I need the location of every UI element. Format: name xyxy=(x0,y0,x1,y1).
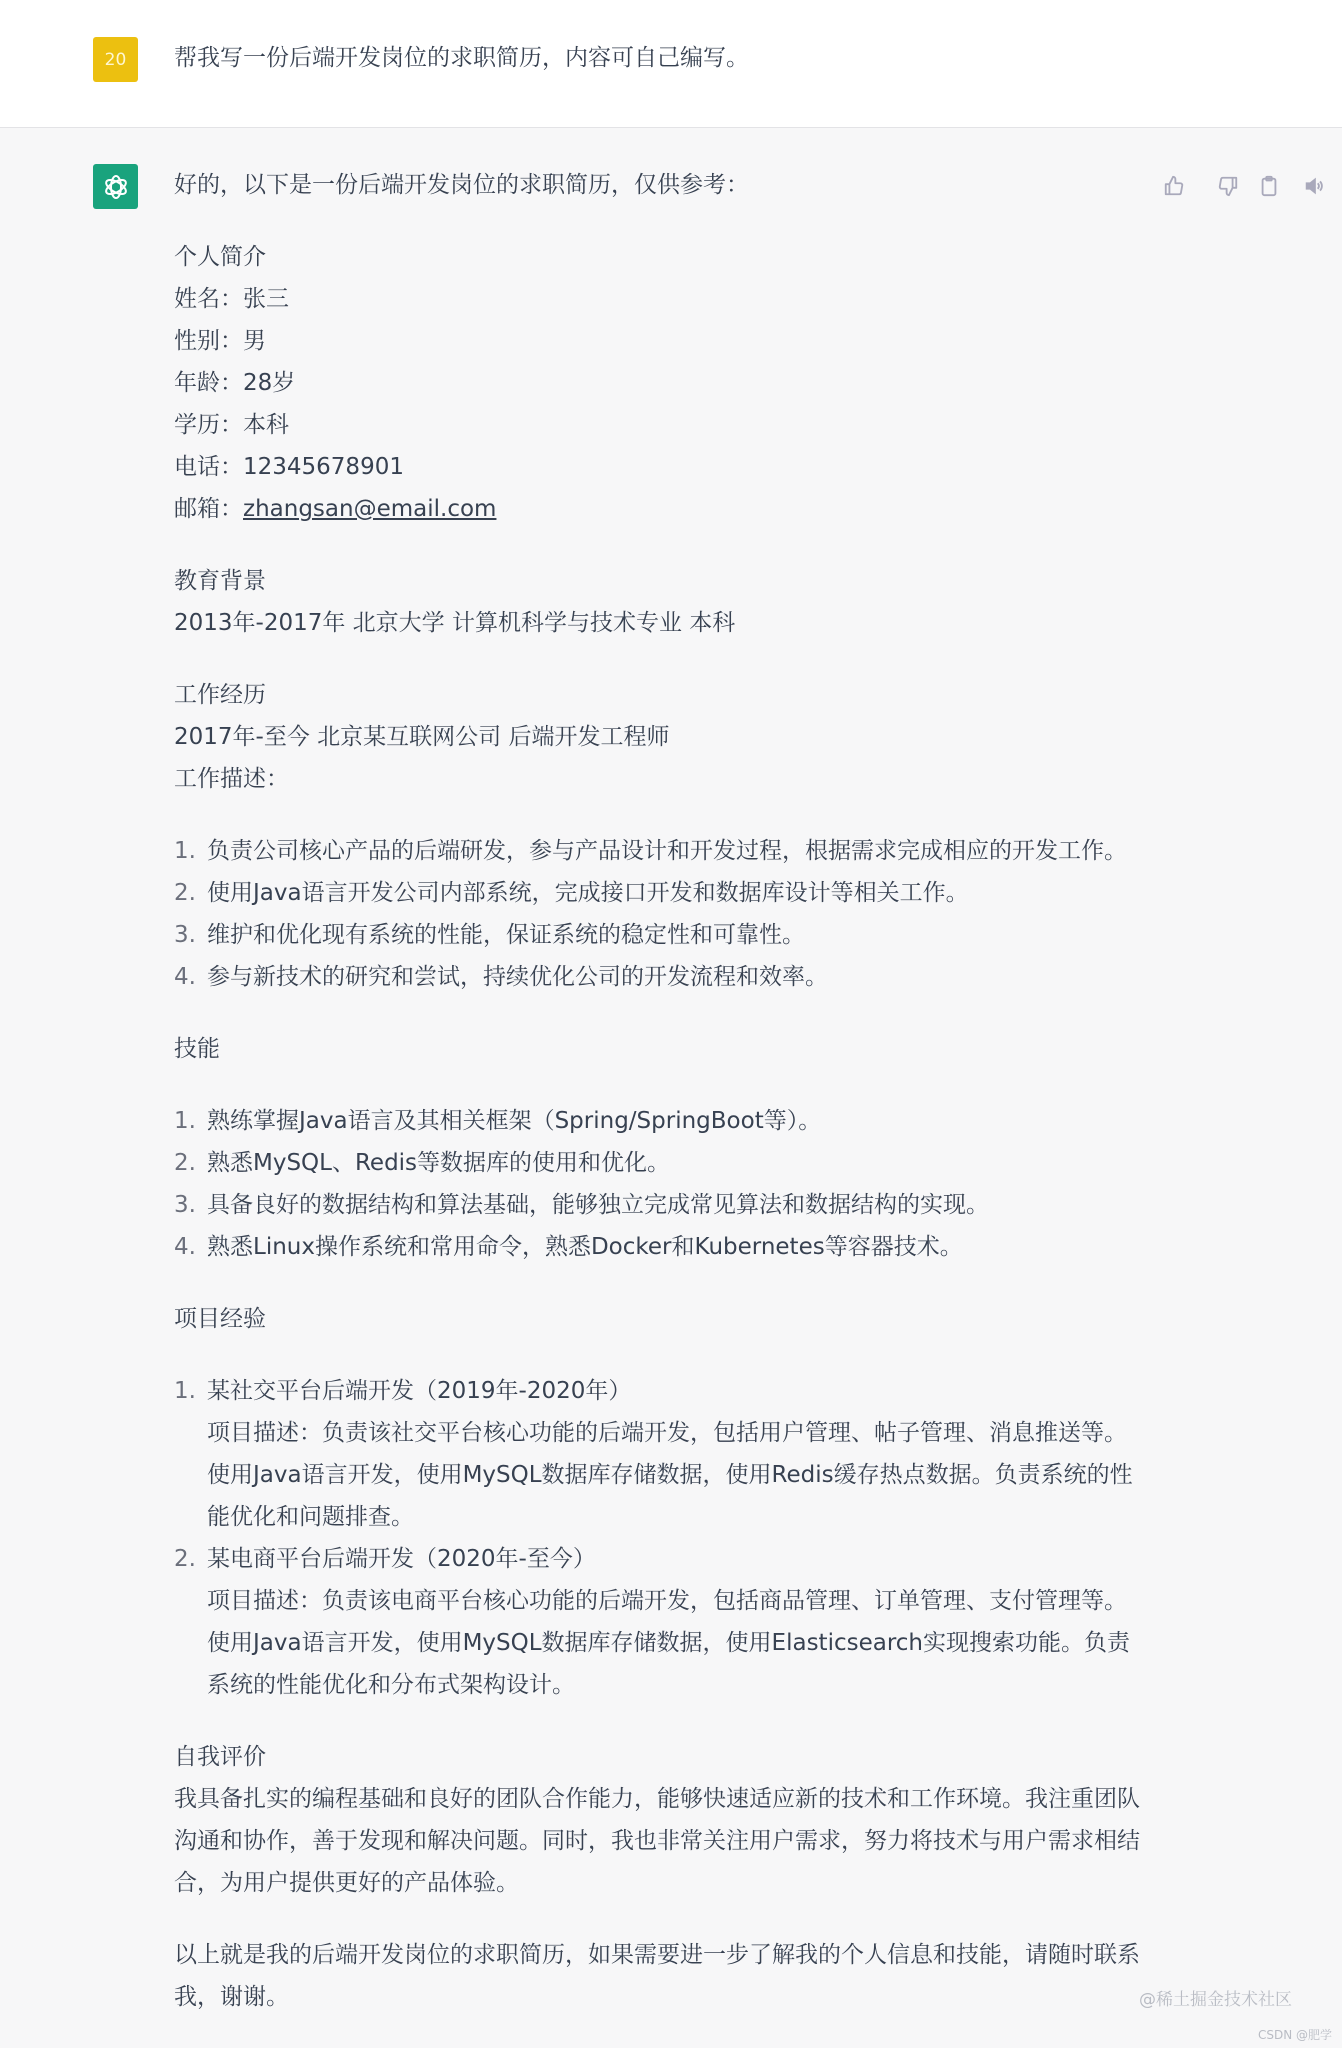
profile-line: 电话：12345678901 xyxy=(174,454,404,480)
section-heading: 自我评价 xyxy=(174,1744,266,1770)
openai-logo-icon xyxy=(100,171,132,203)
assistant-message xyxy=(174,164,1149,2018)
email-link[interactable]: zhangsan@email.com xyxy=(243,496,497,522)
work-section xyxy=(174,674,1149,998)
section-heading: 工作经历 xyxy=(174,682,266,708)
education-line: 2013年-2017年 北京大学 计算机科学与技术专业 本科 xyxy=(174,610,736,636)
list-item: 4. 熟悉Linux操作系统和常用命令，熟悉Docker和Kubernetes等容器技术。 xyxy=(174,1234,963,1260)
list-item: 2. 某电商平台后端开发（2020年-至今） 项目描述：负责该电商平台核心功能的后端开发，包括商品管理、订单管理、支付管理等。使用Java语言开发，使用MySQL数据库存储数据，使用Elasticsearch实现搜索功能。负责系统的性能优化和分布式架构设计。 xyxy=(174,1538,1149,1706)
user-avatar xyxy=(93,37,138,82)
self-eval-text: 我具备扎实的编程基础和良好的团队合作能力，能够快速适应新的技术和工作环境。我注重团队沟通和协作，善于发现和解决问题。同时，我也非常关注用户需求，努力将技术与用户需求相结合，为用户提供更好的产品体验。 xyxy=(174,1786,1140,1896)
projects-list xyxy=(174,1370,1149,1706)
user-avatar-label: 20 xyxy=(104,49,127,70)
list-item: 2. 使用Java语言开发公司内部系统，完成接口开发和数据库设计等相关工作。 xyxy=(174,880,969,906)
skills-list xyxy=(174,1100,1149,1268)
section-heading: 个人简介 xyxy=(174,244,266,270)
work-desc-label: 工作描述： xyxy=(174,766,289,792)
list-item: 4. 参与新技术的研究和尝试，持续优化公司的开发流程和效率。 xyxy=(174,964,828,990)
assistant-avatar xyxy=(93,164,138,209)
profile-line: 姓名：张三 xyxy=(174,286,289,312)
clipboard-icon xyxy=(1258,175,1280,197)
thumbs-up-button[interactable] xyxy=(1160,170,1188,202)
list-item: 1. 熟练掌握Java语言及其相关框架（Spring/SpringBoot等）。 xyxy=(174,1108,822,1134)
work-line: 2017年-至今 北京某互联网公司 后端开发工程师 xyxy=(174,724,670,750)
thumbs-down-button[interactable] xyxy=(1214,170,1242,202)
section-heading: 项目经验 xyxy=(174,1306,266,1332)
project-desc: 项目描述：负责该电商平台核心功能的后端开发，包括商品管理、订单管理、支付管理等。使用Java语言开发，使用MySQL数据库存储数据，使用Elasticsearch实现搜索功能。负责系统的性能优化和分布式架构设计。 xyxy=(207,1588,1131,1698)
skills-section xyxy=(174,1028,1149,1268)
project-title: 某社交平台后端开发（2019年-2020年） xyxy=(207,1378,632,1404)
self-eval-section xyxy=(174,1736,1149,1904)
speaker-icon xyxy=(1303,175,1325,197)
list-item: 3. 维护和优化现有系统的性能，保证系统的稳定性和可靠性。 xyxy=(174,922,805,948)
profile-section xyxy=(174,236,1149,530)
profile-line: 邮箱：zhangsan@email.com xyxy=(174,496,497,522)
user-message-text: 帮我写一份后端开发岗位的求职简历，内容可自己编写。 xyxy=(174,45,749,71)
message-actions xyxy=(1160,170,1330,202)
closing-text: 以上就是我的后端开发岗位的求职简历，如果需要进一步了解我的个人信息和技能，请随时联系我，谢谢。 xyxy=(174,1942,1140,2010)
project-title: 某电商平台后端开发（2020年-至今） xyxy=(207,1546,596,1572)
profile-line: 性别：男 xyxy=(174,328,266,354)
read-aloud-button[interactable] xyxy=(1300,170,1328,202)
profile-line: 学历：本科 xyxy=(174,412,289,438)
list-item: 1. 某社交平台后端开发（2019年-2020年） 项目描述：负责该社交平台核心功能的后端开发，包括用户管理、帖子管理、消息推送等。使用Java语言开发，使用MySQL数据库存储数据，使用Redis缓存热点数据。负责系统的性能优化和问题排查。 xyxy=(174,1370,1149,1538)
list-item: 2. 熟悉MySQL、Redis等数据库的使用和优化。 xyxy=(174,1150,671,1176)
profile-line: 年龄：28岁 xyxy=(174,370,296,396)
section-heading: 技能 xyxy=(174,1036,220,1062)
copy-button[interactable] xyxy=(1255,170,1283,202)
education-section xyxy=(174,560,1149,644)
user-message-row xyxy=(0,0,1342,128)
section-heading: 教育背景 xyxy=(174,568,266,594)
juejin-watermark: @稀土掘金技术社区 xyxy=(1139,1990,1292,2010)
assistant-intro: 好的，以下是一份后端开发岗位的求职简历，仅供参考： xyxy=(174,172,749,198)
thumbs-up-icon xyxy=(1163,175,1185,197)
projects-section xyxy=(174,1298,1149,1706)
csdn-watermark: CSDN @肥学 xyxy=(1258,2028,1333,2042)
list-item: 3. 具备良好的数据结构和算法基础，能够独立完成常见算法和数据结构的实现。 xyxy=(174,1192,989,1218)
list-item: 1. 负责公司核心产品的后端研发，参与产品设计和开发过程，根据需求完成相应的开发工作。 xyxy=(174,838,1127,864)
thumbs-down-icon xyxy=(1217,175,1239,197)
work-list xyxy=(174,830,1149,998)
project-desc: 项目描述：负责该社交平台核心功能的后端开发，包括用户管理、帖子管理、消息推送等。使用Java语言开发，使用MySQL数据库存储数据，使用Redis缓存热点数据。负责系统的性能优化和问题排查。 xyxy=(207,1420,1133,1530)
